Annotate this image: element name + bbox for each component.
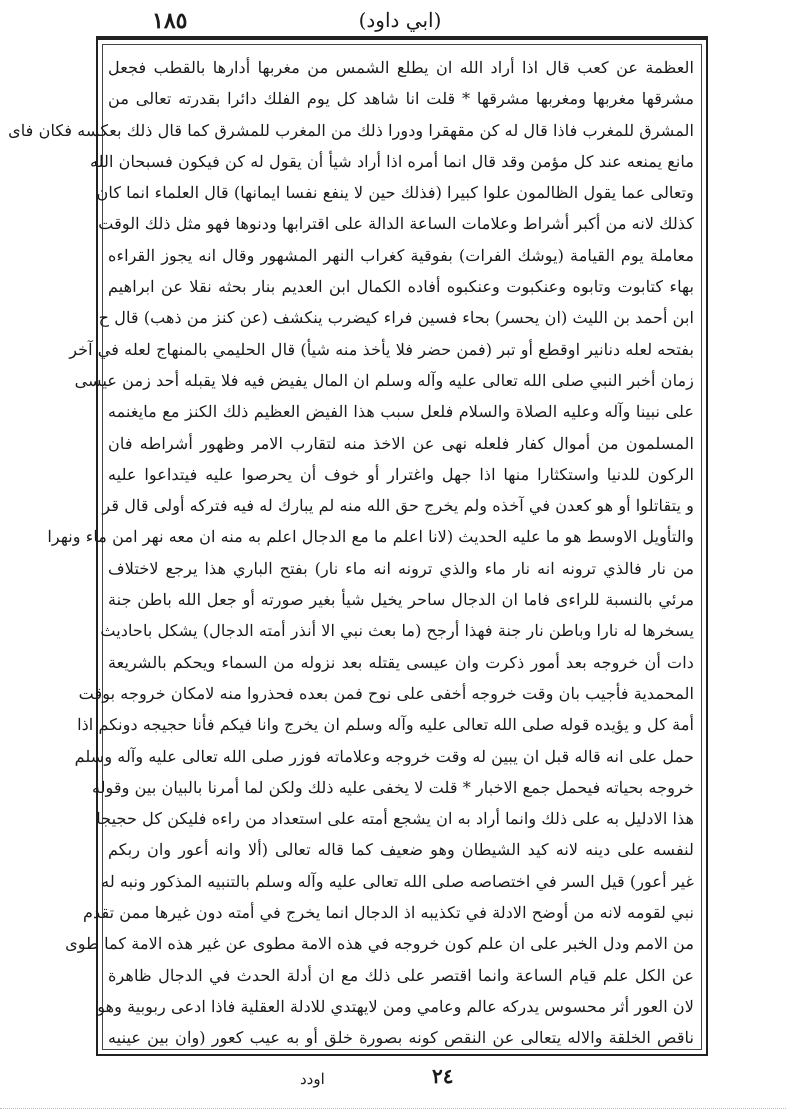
text-line: بفتحه لعله دنانير اوقطع أو تبر (فمن حضر فلا يأخذ منه شيأ) قال الحليمي بالمنهاج لعله في آخر (69, 339, 694, 359)
text-line: مرئي بالنسبة للراءى فاما ان الدجال ساحر يخيل شيأ بغير صورته أو جعل الله باطن جنة (108, 590, 694, 610)
text-line: ناقص الخلقة والاله يتعالى عن النقص كونه بصورة خلق أو به عيب كعور (وان بين عينيه (108, 1028, 694, 1048)
text-line: المسلمون من أموال كفار فلعله نهى عن الاخذ منه لتقارب الامر وظهور أشراطه فان (108, 433, 694, 453)
text-line: زمان أخبر النبي صلى الله تعالى عليه وآله وسلم ان المال يفيض فيه فلا يقبله أحد زمن عيسى (74, 370, 694, 390)
text-line: بهاء كتابوت وتابوه وعنكبوت وعنكبوه أفاده الكمال ابن العديم بنار بحثه نقلا عن ابراهيم (108, 277, 694, 297)
text-line: نبي لقومه لانه من أوضح الادلة في تكذيبه اذ الدجال انما يخرج في أمته دون غيرها ممن تقدم (82, 903, 694, 923)
text-line: دات أن خروجه بعد أمور ذكرت وان عيسى يقتله بعد نزوله من السماء ويحكم بالشريعة (108, 652, 694, 672)
text-line: المحمدية فأجيب بان وقت خروجه أخفى على نوح فمن بعده فحذروا منه لامكان خروجه بوقت (78, 683, 694, 703)
text-line: العظمة عن كعب قال اذا أراد الله ان يطلع الشمس من مغربها أدارها بالقطب فجعل (108, 58, 694, 77)
text-line: مانع يمنعه عند كل مؤمن وقد قال انما أمره اذا أراد شيأ أن يقول له كن فيكون فسبحان الله (89, 151, 694, 171)
text-line: عن الكل علم قيام الساعة وانما اقتصر على ذلك مع ان أدلة الحدث في الدجال ظاهرة (108, 965, 694, 985)
footer-signature: ٢٤ (432, 1064, 454, 1088)
text-line: غير أعور) قيل السر في اختصاصه صلى الله تعالى عليه وآله وسلم بالتنبيه المذكور ونبه له (101, 871, 694, 891)
body-text (8, 52, 694, 1048)
text-line: المشرق للمغرب فاذا قال له كن مقهقرا ودورا ذلك من المغرب للمشرق كما قال ذلك بعكسه فكان فاى (8, 120, 694, 140)
text-line: خروجه بحياته فيحمل جمع الاخبار * قلت لا يخفى عليه ذلك ولكن لما أمرنا بالبيان بين وقوله (91, 777, 694, 797)
text-line: حمل على انه قاله قبل ان يبين له وقت خروجه وعلاماته فوزر صلى الله تعالى عليه وآله وسلم (74, 746, 694, 766)
text-line: أمة كل و يؤيده قوله صلى الله تعالى عليه وآله وسلم ان يخرج وانا فيكم فأنا حجيجه دونكم اذا (77, 715, 694, 735)
text-line: مشرقها مغربها ومغربها مشرقها * قلت انا شاهد كل يوم الفلك دائرا بقدرته تعالى من (108, 89, 694, 109)
text-line: وتعالى عما يقول الظالمون علوا كبيرا (فذلك حين لا ينفع نفسا ايمانها) قال العلماء انما كان (96, 183, 694, 203)
running-header: (ابي داود) (358, 8, 442, 32)
text-line: على نبينا وآله وعليه الصلاة والسلام فلعل سبب هذا الفيض العظيم ذلك الكنز مع مايغنمه (108, 402, 694, 422)
text-line: معاملة يوم القيامة (يوشك الفرات) بفوقية كغراب النهر المشهور وقال انه يجوز القراءه (108, 245, 694, 265)
text-line: كذلك لانه من أكبر أشراط وعلامات الساعة الدالة على اقترابها ودنوها فهو مثل ذلك الوقت (98, 214, 694, 234)
text-line: والتأويل الاوسط هو ما عليه الحديث (لانا اعلم ما مع الدجال اعلم به منه ان معه نهر امن ماء ونهرا (47, 527, 694, 547)
text-frame (8, 38, 708, 1056)
page-number: ١٨٥ (152, 8, 188, 34)
text-line: لان العور أثر محسوس يدركه عالم وعامي ومن لايهتدي للادلة العقلية فاذا ادعى ربوبية وهو (97, 996, 694, 1016)
text-line: لنفسه على دينه لانه كيد الشيطان وهو ضعيف كما قاله تعالى (ألا وانه أعور وان ربكم (108, 840, 694, 860)
text-line: يسخرها له نارا وباطن نار جنة فهذا أرجح (ما بعث نبي الا أنذر أمته الدجال) يشكل باحاديث (100, 621, 694, 641)
text-line: من الامم ودل الخبر على ان علم كون خروجه في هذه الامة مطوى عن غير هذه الامة كما طوى (65, 934, 694, 954)
footer-catchword: اودد (300, 1070, 325, 1088)
scan-edge (0, 1108, 786, 1109)
text-line: و يتقاتلوا أو هو كعدن في آخذه ولم يخرج حق الله منه لم يبارك له فيه فتركه أولى قال قر (102, 496, 694, 516)
text-line: الركون للدنيا واستكثارا منها اذا جهل واغترار أو خوف أن يحرصوا عليه فيتداعوا عليه (108, 464, 694, 484)
text-line: من نار فالذي ترونه انه نار ماء والذي ترونه انه ماء نار) بفتح الباري هذا يرجع لاختلاف (108, 558, 694, 578)
text-line: ابن أحمد بن الليث (ان يحسر) بحاء فسين فراء كيضرب ينكشف (عن كنز من ذهب) قال ح (98, 308, 694, 328)
text-line: هذا الادليل به على ذلك وانما أراد به ان يشجع أمته على استعداد من راءه فليكن كل حجيجا (96, 809, 694, 829)
